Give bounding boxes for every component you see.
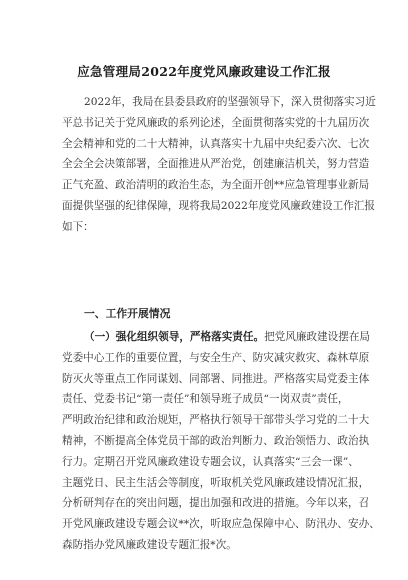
text-line: 严明政治纪律和政治规矩，严格执行领导干部带头学习党的二十大 xyxy=(62,414,370,427)
text-line: 面提供坚强的纪律保障，现将我局2022年度党风廉政建设工作汇报 xyxy=(62,199,375,212)
text-line: 开党风廉政建设专题会议**次，听取应急保障中心、防汛办、安办、 xyxy=(62,518,380,531)
text-line: 行力。定期召开党风廉政建设专题会议，认真落实“三会一课”、 xyxy=(62,455,359,468)
text-line: 森防指办党风廉政建设专题汇报*次。 xyxy=(62,538,237,551)
intro-paragraph xyxy=(62,92,376,238)
section-heading: 一、工作开展情况 xyxy=(84,307,171,320)
text-line: 全会精神和党的二十大精神，认真落实十九届中央纪委六次、七次 xyxy=(62,137,370,150)
text-line: 全会全会决策部署，全面推进从严治党，创建廉洁机关，努力营造 xyxy=(62,158,370,171)
text-line: 正气充盈、政治清明的政治生态，为全面开创**应急管理事业新局 xyxy=(62,179,370,192)
text-line: 防灭火等重点工作同谋划、同部署、同推进。严格落实局党委主体 xyxy=(62,372,370,385)
text-line: 平总书记关于党风廉政的系列论述，全面贯彻落实党的十九届历次 xyxy=(62,116,370,129)
document-title: 应急管理局2022年度党风廉政建设工作汇报 xyxy=(77,64,331,79)
subheading-rest: 把党风廉政建设摆在局 xyxy=(264,331,371,343)
body-paragraph xyxy=(62,327,380,556)
subheading-bold: （一）强化组织领导，严格落实责任。 xyxy=(84,331,265,343)
text-line: 2022年，我局在县委县政府的坚强领导下，深入贯彻落实习近 xyxy=(84,96,376,108)
text-line: 党委中心工作的重要位置，与安全生产、防灾减灾救灾、森林草原 xyxy=(62,351,370,364)
text-line: 分析研判存在的突出问题，提出加强和改进的措施。今年以来，召 xyxy=(62,497,370,510)
text-line: 精神，不断提高全体党员干部的政治判断力、政治领悟力、政治执 xyxy=(62,434,370,447)
text-line: 主题党日、民主生活会等制度，听取机关党风廉政建设情况汇报， xyxy=(62,476,370,489)
text-line: 如下： xyxy=(62,220,94,233)
text-line: 责任、党委书记“第一责任”和领导班子成员“一岗双责”责任， xyxy=(62,393,349,406)
subheading-line xyxy=(62,327,371,348)
